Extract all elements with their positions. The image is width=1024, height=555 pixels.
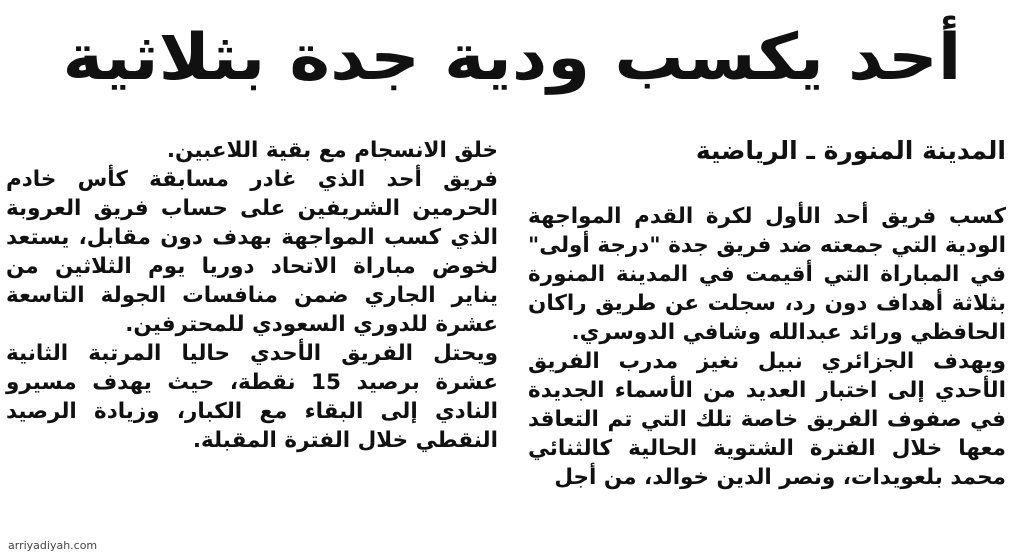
paragraph: خلق الانسجام مع بقية اللاعبين. [166,138,498,163]
article-column-left [6,136,498,455]
article-byline: المدينة المنورة ـ الرياضية [695,136,1006,165]
article-column-right [528,202,1006,492]
article-headline: أحد يكسب ودية جدة بثلاثية [62,21,962,95]
paragraph: كسب فريق أحد الأول لكرة القدم المواجهة الودية التي جمعته ضد فريق جدة "درجة أولى" في المباراة التي أقيمت في المدينة المنورة بثلاثة أهداف دون رد، سجلت عن طريق راكان الحافظي ورائد عبدالله وشافي الدوسري. [528,204,1006,345]
paragraph: فريق أحد الذي غادر مسابقة كأس خادم الحرمين الشريفين على حساب فريق العروبة الذي كسب المواجهة بهدف دون مقابل، يستعد لخوض مباراة الاتحاد دوريا يوم الثلاثين من يناير الجاري ضمن منافسات الجولة التاسعة عشرة للدوري السعودي للمحترفين. [6,167,498,337]
paragraph: ويهدف الجزائري نبيل نغيز مدرب الفريق الأحدي إلى اختبار العديد من الأسماء الجديدة في صفوف الفريق خاصة تلك التي تم التعاقد معها خلال الفترة الشتوية الحالية كالثنائي محمد بلعويدات، ونصر الدين خوالد، من أجل [528,349,1006,490]
source-watermark: arriyadiyah.com [8,539,98,552]
paragraph: ويحتل الفريق الأحدي حاليا المرتبة الثانية عشرة برصيد 15 نقطة، حيث يهدف مسيرو النادي إلى البقاء مع الكبار، وزيادة الرصيد النقطي خلال الفترة المقبلة. [6,341,498,453]
